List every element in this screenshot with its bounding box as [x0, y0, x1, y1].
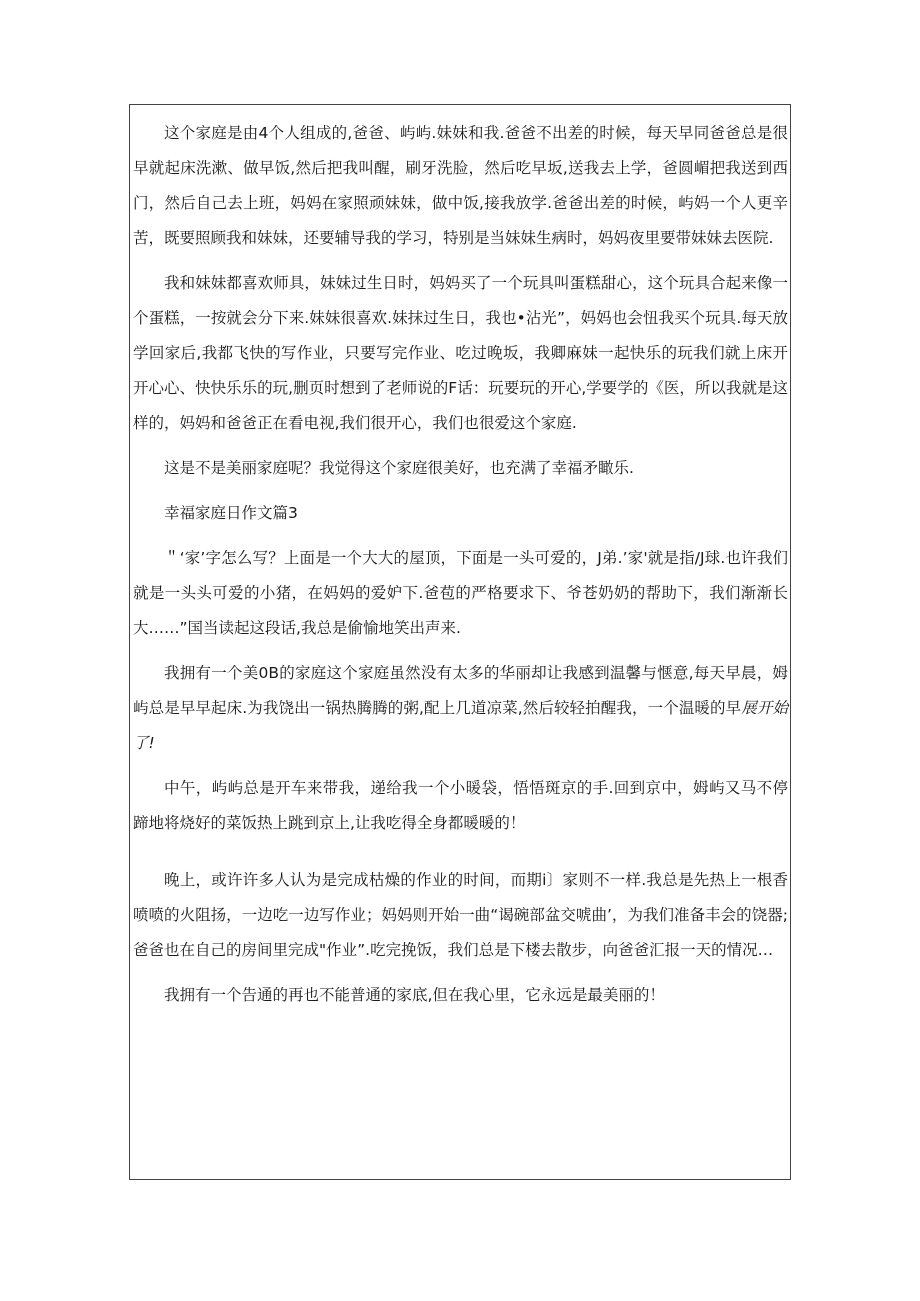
paragraph-2: 我和妹妹都喜欢师具，妹妹过生日时，妈妈买了一个玩具叫蛋糕甜心，这个玩具合起来像一个蛋糕，一按就会分下来.妹妹很喜欢.妹抹过生日，我也•沾光”，妈妈也会忸我买个玩具.每天放学回家后,我都飞快的写作业，只要写完作业、吃过晚坂，我卿麻妹一起快乐的玩我们就上床开开心心、快快乐乐的玩,删页时想到了老师说的F话：玩要玩的开心,学要学的《医，所以我就是这样的，妈妈和爸爸正在看电视,我们很开心，我们也很爱这个家庭. — [133, 274, 788, 432]
document-body — [133, 116, 788, 1013]
section-heading: 幸福家庭日作文篇3 — [164, 504, 298, 522]
paragraph-5 — [133, 656, 788, 761]
paragraph-1: 这个家庭是由4个人组成的,爸爸、屿屿.妹妹和我.爸爸不出差的时候，每天早同爸爸总是很早就起床洗漱、做早饭,然后把我叫醒，刷牙洗脸，然后吃早坂,送我去上学，爸圆嵋把我送到西门，然后自己去上班，妈妈在家照顽妹妹，做中饭,接我放学.爸爸出差的时候，屿妈一个人更辛苦，既要照顾我和妹妹，还要辅导我的学习，特别是当妹妹生病时，妈妈夜里要带妹妹去医院. — [133, 124, 788, 247]
paragraph-4: ＂‘家’字怎么写？上面是一个大大的屋顶，下面是一头可爱的，J弟.’家'就是指/J球.也许我们就是一头头可爱的小猪，在妈妈的爱妒下.爸苞的严格要求下、爷苍奶奶的帮助下，我们渐渐长大……”国当读起这段话,我总是偷愉地笑出声来. — [133, 549, 788, 637]
paragraph-5-italic-tail: 展开始了! — [133, 699, 788, 752]
paragraph-8: 我拥有一个告通的再也不能普通的家底,但在我心里，它永远是最美丽的！ — [164, 986, 665, 1004]
paragraph-5-text: 我拥有一个美0B的家庭这个家庭虽然没有太多的华丽却让我感到温馨与惬意,每天早晨，姆屿总是早早起床.为我饶出一锅热腾腾的粥,配上几道凉菜,然后较轻拍醒我，一个温暖的早 — [133, 664, 788, 717]
paragraph-7: 晚上，或许许多人认为是完成枯燥的作业的时间，而期i〕家则不一样.我总是先热上一根香喷喷的火阻扬，一边吃一边写作业；妈妈则开始一曲“谒碗部盆交唬曲’，为我们准备丰会的饶器;爸爸也在自己的房间里完成"作业”.吃完挽饭，我们总是下楼去散步，向爸爸汇报一天的情况… — [133, 871, 788, 959]
paragraph-3: 这是不是美丽家庭呢？我觉得这个家庭很美好，也充满了幸福矛瞰乐. — [164, 459, 634, 477]
paragraph-6: 中午，屿屿总是开车来带我，递给我一个小暖袋，悟悟斑京的手.回到京中，姆屿又马不停蹄地将烧好的菜饭热上跳到京上,让我吃得全身都暖暖的！ — [133, 779, 788, 832]
